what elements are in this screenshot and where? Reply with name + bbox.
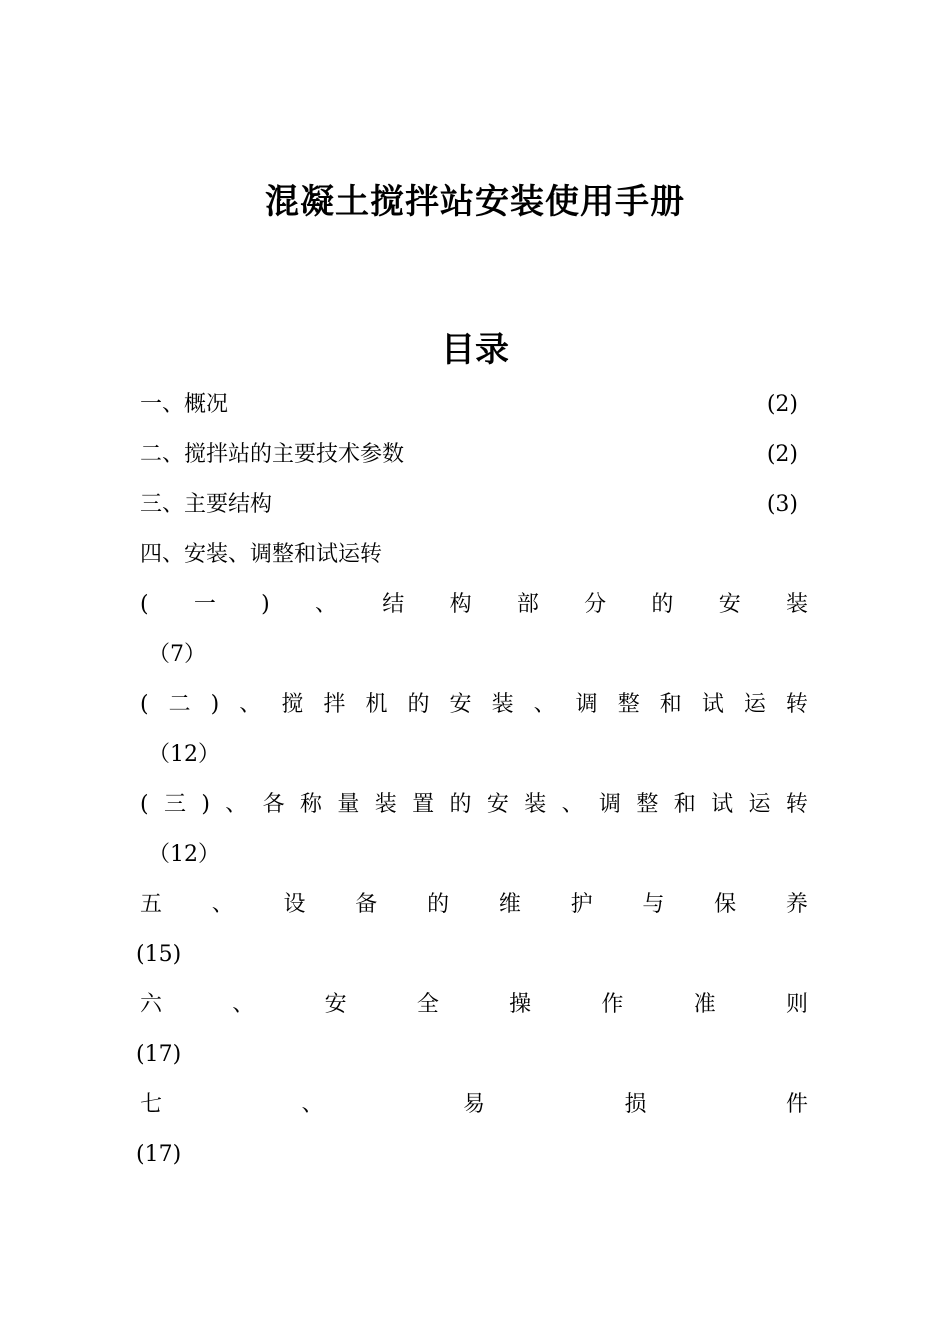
page-title: 混凝土搅拌站安装使用手册 [265, 182, 685, 222]
toc-entry-char: 易 [462, 1092, 485, 1117]
toc-entry-page: (17) [136, 1042, 182, 1067]
toc-entry-char: 整 [636, 792, 659, 817]
toc-entry-char: 整 [617, 692, 640, 717]
toc-entry-char: 设 [283, 892, 306, 917]
toc-entry-char: 的 [651, 592, 674, 617]
toc-entry-char: 件 [785, 1092, 808, 1117]
toc-entry-char: 操 [509, 992, 532, 1017]
toc-entry-char: 结 [382, 592, 405, 617]
toc-entry[interactable] [140, 530, 808, 580]
toc-entry-char: 安 [718, 592, 741, 617]
toc-entry-char: 备 [355, 892, 378, 917]
toc-entry-char: 各 [262, 792, 285, 817]
toc-entry-char: 装 [491, 692, 514, 717]
toc-entry-page: (15) [136, 942, 182, 967]
toc-entry-char: 七 [140, 1092, 163, 1117]
toc-entry-page: (2) [766, 442, 798, 467]
toc-entry-char: 称 [300, 792, 323, 817]
toc-entry-page: （7） [148, 642, 206, 667]
toc-entry-char: ) [201, 792, 210, 817]
toc-entry-page: （12） [148, 742, 220, 767]
toc-entry-label: 四、安装、调整和试运转 [140, 542, 383, 567]
toc-entry-char: 和 [659, 692, 682, 717]
toc-entry-char: 的 [407, 692, 430, 717]
toc-entry-char: 、 [533, 692, 556, 717]
toc-entry[interactable] [140, 980, 808, 1030]
table-of-contents [136, 380, 808, 1180]
toc-entry-page: （12） [148, 842, 220, 867]
toc-entry-char: 二 [168, 692, 191, 717]
toc-entry-char: 养 [785, 892, 808, 917]
toc-entry[interactable] [140, 1080, 808, 1130]
toc-entry-char: 的 [427, 892, 450, 917]
toc-entry-char: 置 [412, 792, 435, 817]
toc-entry-char: 试 [711, 792, 734, 817]
toc-entry-char: 和 [673, 792, 696, 817]
toc-entry-page: (3) [766, 492, 798, 517]
toc-entry-char: 五 [140, 892, 163, 917]
toc-entry-char: 构 [449, 592, 472, 617]
toc-entry[interactable] [140, 680, 808, 730]
toc-entry-page: (2) [766, 392, 798, 417]
toc-entry-char: 转 [785, 692, 808, 717]
toc-entry-char: 调 [599, 792, 622, 817]
toc-entry-char: 搅 [281, 692, 304, 717]
toc-entry-char: 安 [449, 692, 472, 717]
toc-entry-char: 与 [642, 892, 665, 917]
toc-entry-char: ( [140, 592, 149, 617]
toc-entry-char: 、 [232, 992, 255, 1017]
toc-entry-char: 机 [365, 692, 388, 717]
toc-entry-char: ) [261, 592, 270, 617]
toc-entry-char: 安 [324, 992, 347, 1017]
toc-entry-char: 、 [315, 592, 338, 617]
toc-entry-char: 拌 [323, 692, 346, 717]
toc-justified-entries [136, 580, 808, 1180]
toc-entry-char: ( [140, 792, 149, 817]
toc-entry-char: 、 [301, 1092, 324, 1117]
toc-entry-char: 全 [416, 992, 439, 1017]
toc-entry-char: 部 [516, 592, 539, 617]
toc-entry[interactable] [140, 480, 808, 530]
toc-entry-char: 一 [193, 592, 216, 617]
toc-entry-char: 损 [624, 1092, 647, 1117]
toc-entry-char: 作 [601, 992, 624, 1017]
toc-entry[interactable] [140, 430, 808, 480]
toc-entry-char: 分 [584, 592, 607, 617]
toc-entry[interactable] [140, 780, 808, 830]
toc-entry-char: 安 [486, 792, 509, 817]
toc-entry[interactable] [140, 880, 808, 930]
toc-entry[interactable] [140, 580, 808, 630]
toc-entry-char: 保 [714, 892, 737, 917]
toc-entry-char: 装 [524, 792, 547, 817]
toc-entry-char: 六 [140, 992, 163, 1017]
toc-entry-char: 试 [701, 692, 724, 717]
toc-entry-char: 转 [785, 792, 808, 817]
toc-entry-char: 、 [561, 792, 584, 817]
toc-entry-page: (17) [136, 1142, 182, 1167]
toc-entry-char: ( [140, 692, 149, 717]
toc-entry-char: ) [210, 692, 220, 717]
toc-entry-char: 装 [785, 592, 808, 617]
toc-entry-char: 调 [575, 692, 598, 717]
toc-entry-label: 三、主要结构 [140, 492, 273, 517]
toc-entry-char: 的 [449, 792, 472, 817]
toc-entry-char: 运 [748, 792, 771, 817]
toc-entry-char: 、 [225, 792, 248, 817]
toc-entry-char: 准 [693, 992, 716, 1017]
toc-entry-char: 装 [374, 792, 397, 817]
toc-heading: 目录 [441, 330, 509, 370]
toc-entry-char: 维 [498, 892, 521, 917]
toc-entry-char: 、 [239, 692, 262, 717]
toc-entry-char: 、 [211, 892, 234, 917]
toc-entry-char: 量 [337, 792, 360, 817]
toc-entry-char: 护 [570, 892, 593, 917]
toc-entry-label: 一、概况 [140, 392, 229, 417]
toc-entry[interactable] [140, 380, 808, 430]
toc-entry-char: 三 [163, 792, 186, 817]
toc-entry-char: 运 [743, 692, 766, 717]
toc-entry-char: 则 [785, 992, 808, 1017]
toc-entry-label: 二、搅拌站的主要技术参数 [140, 442, 405, 467]
